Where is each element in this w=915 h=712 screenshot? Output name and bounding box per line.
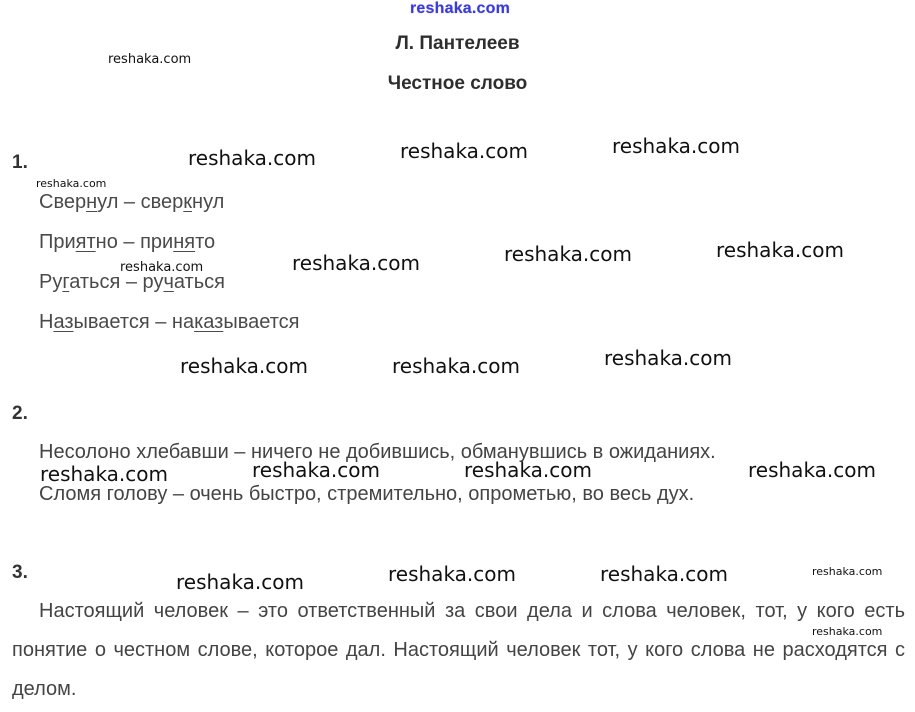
watermark: reshaka.com [464,458,592,482]
word-pair-1: Свернул – сверкнул [39,191,225,213]
watermark: reshaka.com [392,354,520,378]
watermark: reshaka.com [188,146,316,170]
watermark: reshaka.com [612,134,740,158]
watermark: reshaka.com [388,562,516,586]
watermark: reshaka.com [812,565,883,578]
watermark: reshaka.com [292,251,420,275]
watermark: reshaka.com [716,238,844,262]
story-title: Честное слово [387,73,528,94]
watermark: reshaka.com [40,462,168,486]
word-pair-4: Называется – наказывается [39,311,300,333]
watermark: reshaka.com [400,139,528,163]
answer-paragraph: Настоящий человек – это ответственный за свои дела и слова человек, тот, у кого есть понятие о честном слове, которое дал. Настоящий человек тот, у кого слова не расходятся с делом. [12,600,905,700]
watermark: reshaka.com [252,458,380,482]
section-2-number: 2. [12,403,28,424]
watermark: reshaka.com [180,354,308,378]
section-3-number: 3. [12,562,28,583]
watermark: reshaka.com [504,242,632,266]
watermark: reshaka.com [176,570,304,594]
section-1-number: 1. [12,152,28,173]
watermark: reshaka.com [600,562,728,586]
idiom-line-2: Сломя голову – очень быстро, стремительно, опрометью, во весь дух. [39,483,695,505]
word-pair-3: Ругаться – ручаться [39,271,225,293]
author-heading: Л. Пантелеев [395,33,520,54]
watermark: reshaka.com [604,346,732,370]
site-watermark-top[interactable]: reshaka.com [410,0,511,17]
watermark: reshaka.com [748,458,876,482]
watermark: reshaka.com [812,625,883,638]
word-pair-2: Приятно – принято [39,231,216,253]
watermark: reshaka.com [108,52,192,67]
watermark: reshaka.com [36,177,107,190]
idiom-line-1: Несолоно хлебавши – ничего не добившись, обманувшись в ожиданиях. [39,441,716,463]
watermark: reshaka.com [120,260,204,275]
